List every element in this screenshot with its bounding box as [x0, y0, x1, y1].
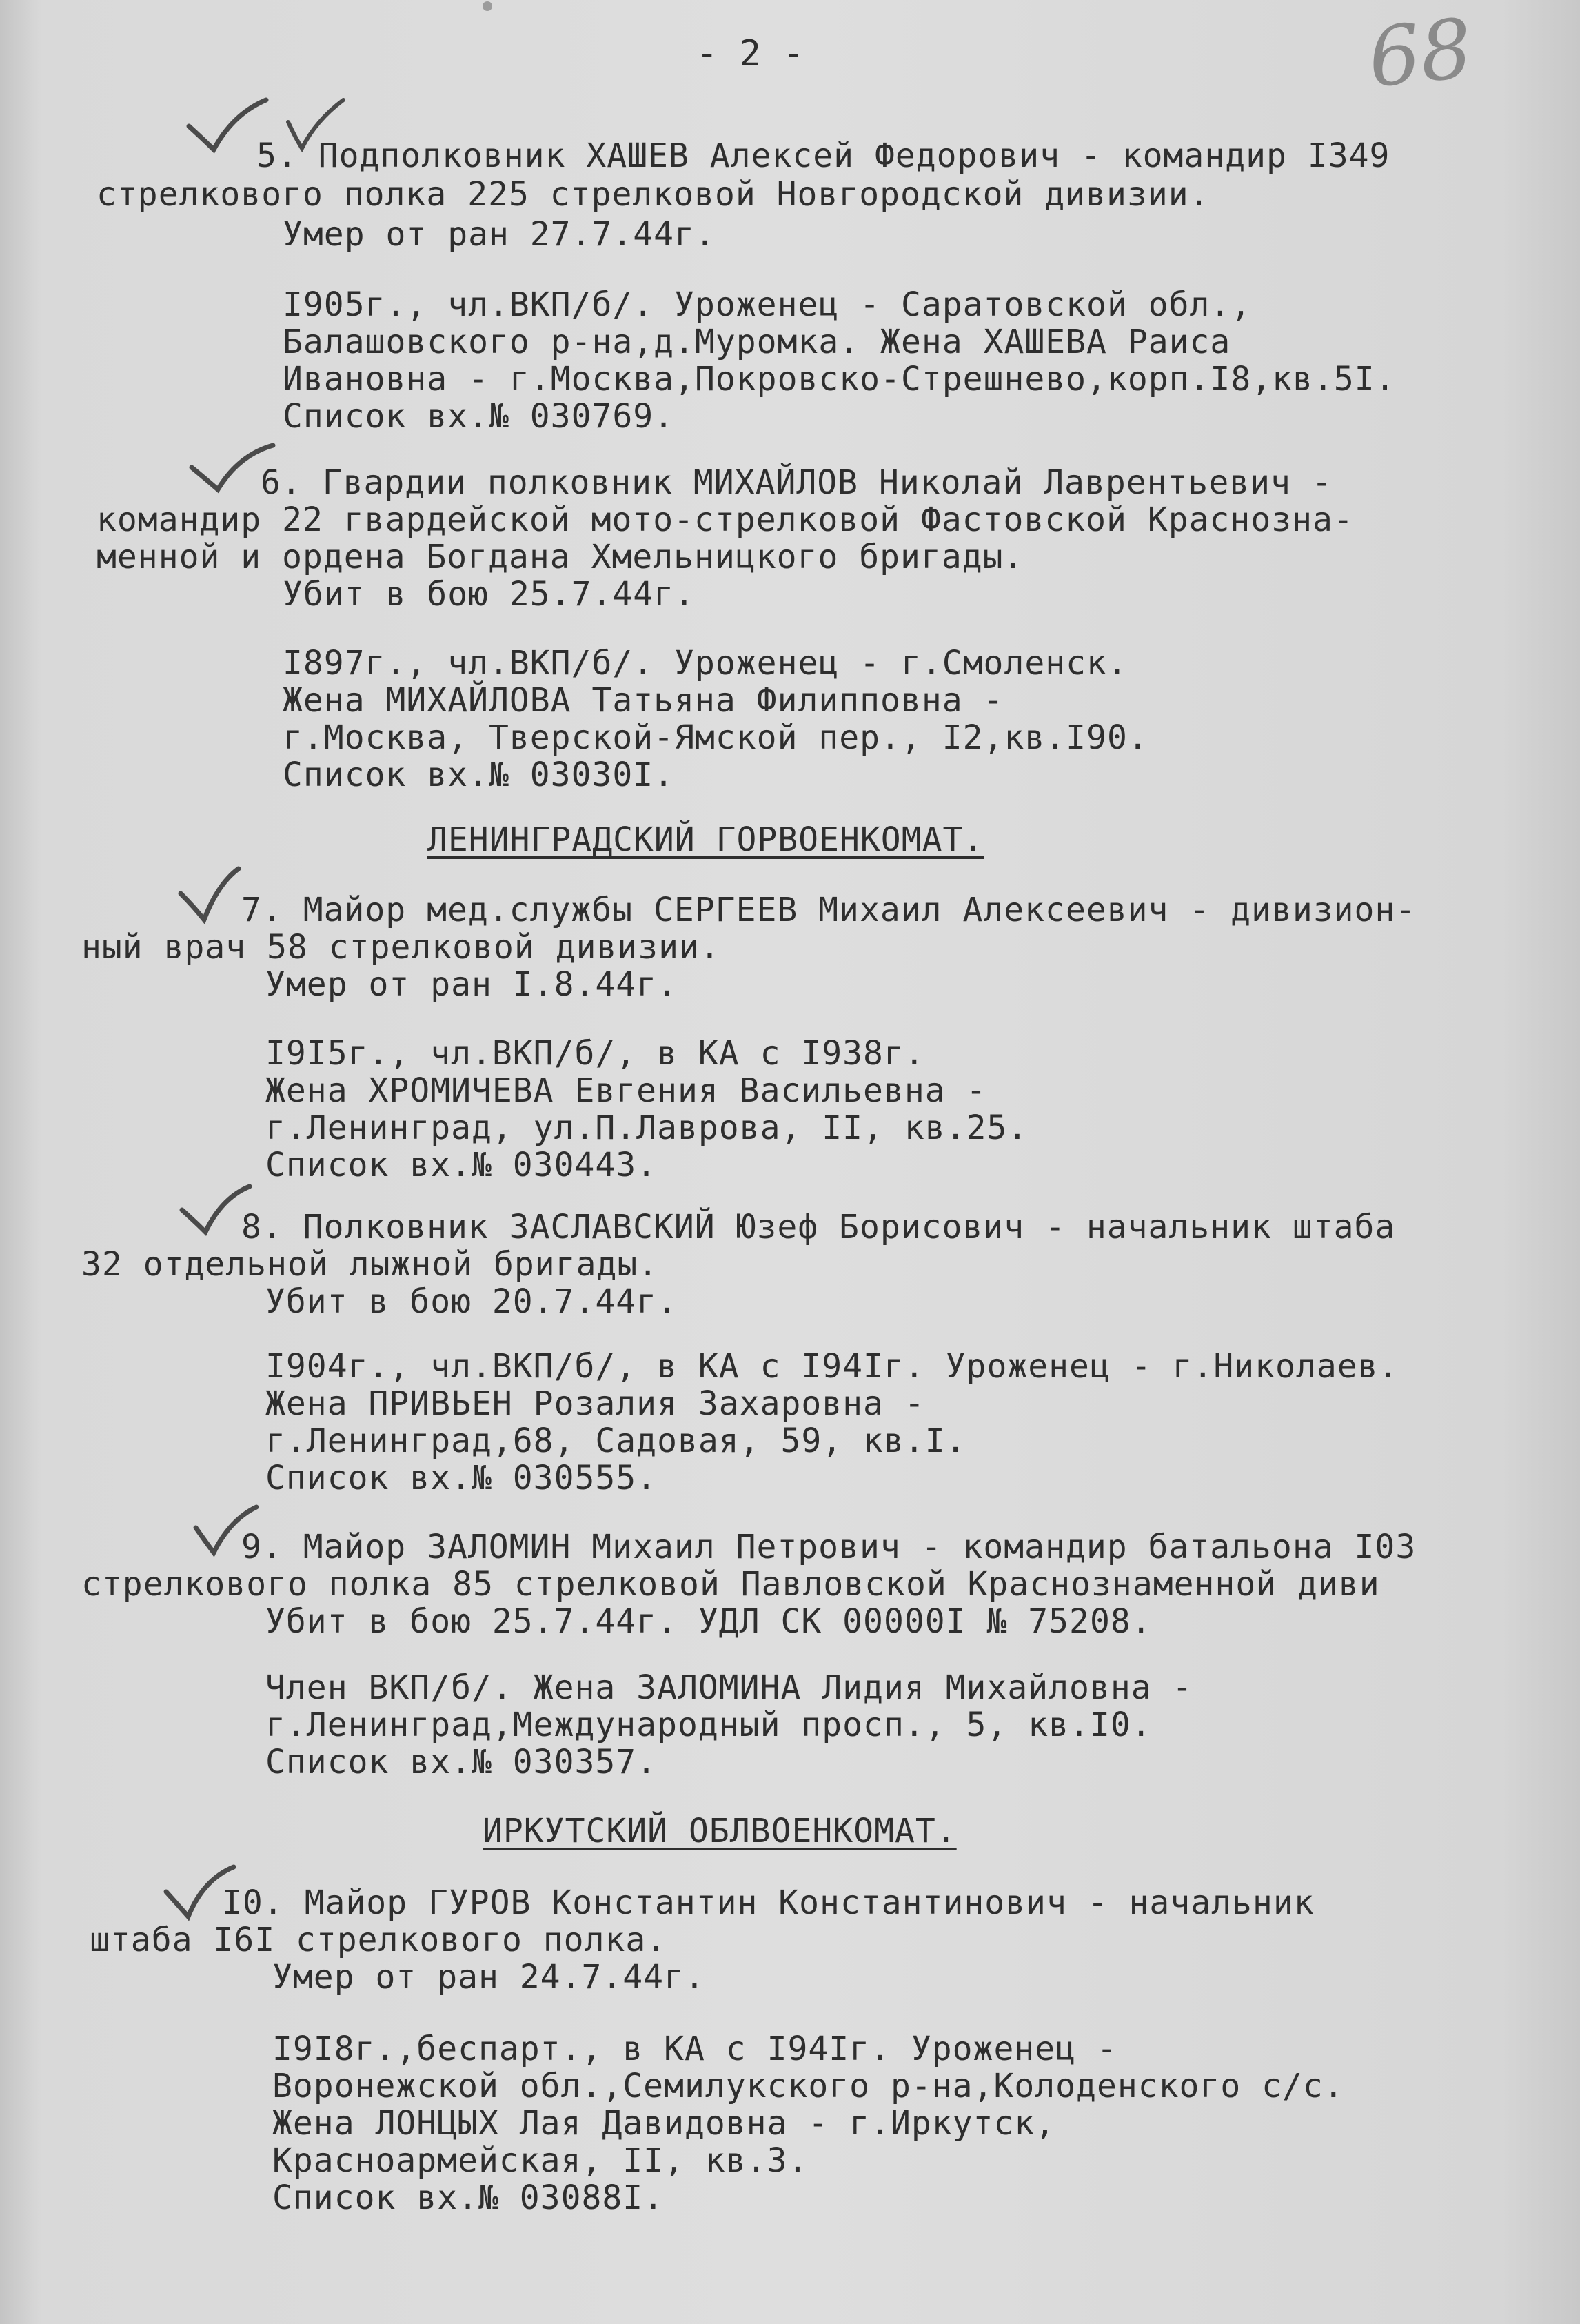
entry-10-line: Умер от ран 24.7.44г.: [272, 1958, 705, 1997]
entry-7-line: г.Ленинград, ул.П.Лаврова, II, кв.25.: [265, 1109, 1029, 1147]
entry-6-line: Список вх.№ 03030I.: [283, 756, 675, 794]
entry-5-line: стрелкового полка 225 стрелковой Новгородской дивизии.: [97, 175, 1210, 214]
entry-6-line: Жена МИХАЙЛОВА Татьяна Филипповна -: [283, 681, 1004, 720]
punch-hole: [483, 1, 492, 11]
entry-8-line: г.Ленинград,68, Садовая, 59, кв.I.: [265, 1422, 966, 1460]
entry-7-line: Умер от ран I.8.44г.: [265, 965, 678, 1004]
entry-5-line: Умер от ран 27.7.44г.: [283, 215, 716, 254]
entry-6-heading: 6. Гвардии полковник МИХАЙЛОВ Николай Лаврентьевич -: [261, 463, 1333, 502]
entry-10-line: штаба I6I стрелкового полка.: [90, 1921, 667, 1959]
entry-6-line: менной и ордена Богдана Хмельницкого бригады.: [97, 538, 1024, 576]
entry-6-line: г.Москва, Тверской-Ямской пер., I2,кв.I90.: [283, 718, 1148, 757]
entry-9-line: стрелкового полка 85 стрелковой Павловской Краснознаменной диви: [81, 1565, 1380, 1604]
entry-5-line: Ивановна - г.Москва,Покровско-Стрешнево,корп.I8,кв.5I.: [283, 360, 1396, 398]
entry-7-line: Жена ХРОМИЧЕВА Евгения Васильевна -: [265, 1071, 987, 1110]
entry-7-heading: 7. Майор мед.службы СЕРГЕЕВ Михаил Алексеевич - дивизион-: [241, 891, 1417, 929]
page-number: - 2 -: [696, 33, 804, 74]
entry-10-line: Жена ЛОНЦЫХ Лая Давидовна - г.Иркутск,: [272, 2104, 1056, 2143]
entry-10-line: Список вх.№ 03088I.: [272, 2179, 665, 2217]
entry-6-line: Убит в бою 25.7.44г.: [283, 575, 695, 614]
section-header-leningrad: ЛЕНИНГРАДСКИЙ ГОРВОЕНКОМАТ.: [427, 820, 984, 859]
entry-9-line: Член ВКП/б/. Жена ЗАЛОМИНА Лидия Михайловна -: [265, 1668, 1193, 1707]
entry-5-heading: 5. Подполковник ХАШЕВ Алексей Федорович - командир I349: [256, 137, 1390, 175]
entry-9-heading: 9. Майор ЗАЛОМИН Михаил Петрович - командир батальона I03: [241, 1528, 1417, 1566]
entry-8-line: Список вх.№ 030555.: [265, 1459, 658, 1497]
section-header-irkutsk: ИРКУТСКИЙ ОБЛВОЕНКОМАТ.: [483, 1812, 957, 1850]
entry-9-line: Список вх.№ 030357.: [265, 1743, 658, 1781]
entry-8-line: Жена ПРИВЬЕН Розалия Захаровна -: [265, 1384, 925, 1423]
entry-6-line: I897г., чл.ВКП/б/. Уроженец - г.Смоленск.: [283, 644, 1128, 683]
entry-8-line: 32 отдельной лыжной бригады.: [81, 1245, 659, 1284]
entry-7-line: I9I5г., чл.ВКП/б/, в КА с I938г.: [265, 1034, 925, 1073]
entry-5-line: I905г., чл.ВКП/б/. Уроженец - Саратовской обл.,: [283, 285, 1252, 324]
entry-7-line: Список вх.№ 030443.: [265, 1146, 658, 1184]
entry-10-line: Воронежской обл.,Семилукского р-на,Колоденского с/с.: [272, 2067, 1344, 2105]
entry-8-heading: 8. Полковник ЗАСЛАВСКИЙ Юзеф Борисович - начальник штаба: [241, 1208, 1396, 1246]
entry-8-line: I904г., чл.ВКП/б/, в КА с I94Iг. Уроженец - г.Николаев.: [265, 1347, 1399, 1386]
entry-5-line: Балашовского р-на,д.Муромка. Жена ХАШЕВА Раиса: [283, 323, 1231, 361]
archive-page-number: 68: [1364, 0, 1477, 106]
entry-7-line: ный врач 58 стрелковой дивизии.: [81, 928, 720, 967]
entry-6-line: командир 22 гвардейской мото-стрелковой Фастовской Краснозна-: [97, 501, 1354, 539]
entry-9-line: г.Ленинград,Международный просп., 5, кв.I0.: [265, 1706, 1152, 1744]
entry-9-line: Убит в бою 25.7.44г. УДЛ СК 00000I № 75208.: [265, 1602, 1152, 1641]
entry-10-heading: I0. Майор ГУРОВ Константин Константинович - начальник: [222, 1883, 1315, 1922]
entry-10-line: I9I8г.,беспарт., в КА с I94Iг. Уроженец -: [272, 2030, 1117, 2068]
entry-8-line: Убит в бою 20.7.44г.: [265, 1282, 678, 1321]
entry-5-line: Список вх.№ 030769.: [283, 397, 675, 436]
entry-10-line: Красноармейская, II, кв.3.: [272, 2141, 809, 2180]
